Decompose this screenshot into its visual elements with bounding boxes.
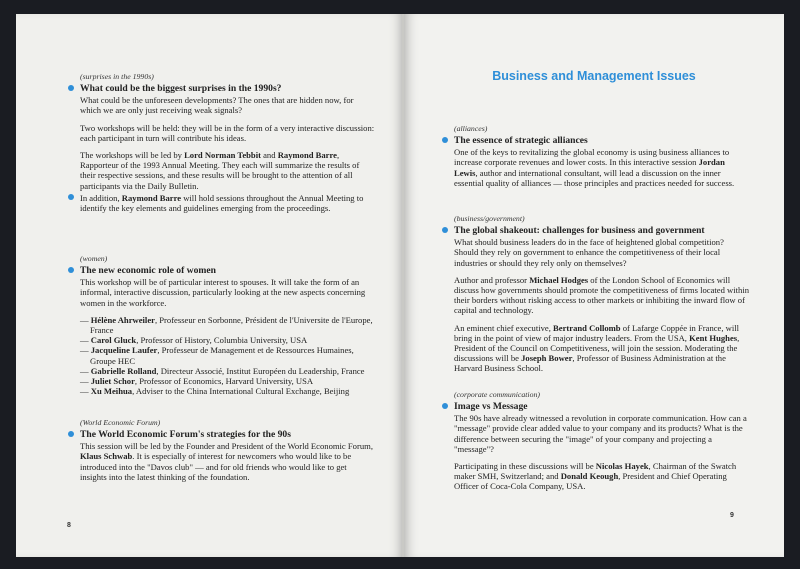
paragraph: This session will be led by the Founder and President of the World Economic Forum, Klaus Schwab. It is especially of interest for newcomers who would like to be introduced into the "Davos club" — and for old friends who would like to get insights into the latest thinking of the foundation.: [80, 441, 373, 482]
section-tag: (alliances): [454, 124, 488, 133]
person-name: Donald Keough: [560, 471, 619, 482]
bullet-icon: [68, 267, 74, 273]
list-item: — Jacqueline Laufer, Professeur de Management et de Ressources Humaines, Groupe HEC: [80, 345, 354, 366]
list-item: — Carol Gluck, Professor of History, Columbia University, USA: [80, 335, 308, 346]
speaker-list: [80, 315, 374, 397]
person-name: Raymond Barre: [121, 193, 182, 203]
paragraph: An eminent chief executive, Bertrand Collomb of Lafarge Coppée in France, will bring in the point of view of major industry leaders. From the USA, Kent Hughes, President of the Council on Competitiveness, will join the session. Moderating the discussions will be Joseph Bower, Professor of Business Administration at the Harvard Business School.: [454, 322, 740, 374]
person-name: Bertrand Collomb: [553, 322, 621, 333]
page-number: 8: [67, 522, 71, 529]
paragraph: Two workshops will be held: they will be in the form of a very interactive discussion: each participant in turn will contribute his ideas.: [80, 122, 375, 143]
list-item: — Xu Meihua, Adviser to the China International Cultural Exchange, Beijing: [80, 386, 350, 397]
section-heading: Image vs Message: [454, 401, 750, 412]
bullet-icon: [442, 137, 448, 143]
person-name: Nicolas Hayek: [595, 461, 649, 472]
person-name: Lord Norman Tebbit: [184, 150, 261, 161]
page-title: Business and Management Issues: [492, 69, 696, 83]
section-tag: (business/government): [454, 214, 525, 223]
bullet-icon: [442, 227, 448, 233]
list-item: — Gabrielle Rolland, Directeur Associé, Institut Européen du Leadership, France: [80, 365, 365, 376]
surprises-section: [80, 72, 376, 191]
paragraph: What could be the unforeseen developments? The ones that are hidden now, for which we are only just receiving weak signals?: [80, 95, 354, 116]
list-item: — Juliet Schor, Professor of Economics, Harvard University, USA: [80, 376, 314, 387]
bullet-icon: [68, 85, 74, 91]
paragraph: The workshops will be led by Lord Norman Tebbit and Raymond Barre, Rapporteur of the 1993 Annual Meeting. They each will summarize the results of their respective sessions, and these results will be brought to the attention of all participants via the Daily Bulletin.: [80, 150, 360, 191]
wef-section: [80, 418, 374, 482]
paragraph: This workshop will be of particular interest to spouses. It will take the form of an informal, interactive discussion, particularly looking at the new aspects concerning women in the workforce.: [80, 277, 366, 308]
section-heading: The World Economic Forum's strategies for the 90s: [80, 429, 374, 440]
paragraph: Author and professor Michael Hodges of the London School of Economics will discuss how governments should promote the competitiveness of firms located within their borders without risking access to other markets or inhibiting the inward flow of capital and technology.: [454, 274, 750, 316]
bullet-icon: [68, 431, 74, 437]
person-name: Raymond Barre: [277, 150, 337, 161]
section-heading: The new economic role of women: [80, 265, 374, 276]
image-section: [454, 390, 750, 492]
barre-note: In addition, Raymond Barre will hold sessions throughout the Annual Meeting to identify the key elements and guidelines emerging from the proceedings.: [80, 193, 364, 213]
paragraph: The 90s have already witnessed a revolution in corporate communication. How can a "message" provide clear added value to your company and its products? What is the difference between securing the "image" of your company and projecting a "message"?: [454, 413, 747, 454]
person-name: Kent Hughes: [689, 332, 738, 343]
person-name: Klaus Schwab: [80, 451, 133, 462]
section-tag: (World Economic Forum): [80, 418, 161, 427]
page-number: 9: [730, 512, 734, 519]
left-page: [16, 14, 404, 557]
section-heading: What could be the biggest surprises in the 1990s?: [80, 83, 376, 94]
section-tag: (corporate communication): [454, 390, 540, 399]
bullet-icon: [68, 194, 74, 200]
paragraph: One of the keys to revitalizing the global economy is using business alliances to increase corporate revenues and lower costs. In this interactive session Jordan Lewis, author and international consultant, will lead a discussion on the inner essential quality of alliances — those principles and practices needed for success.: [454, 147, 735, 188]
women-section: [80, 254, 374, 396]
section-heading: The essence of strategic alliances: [454, 135, 750, 146]
right-page: [404, 14, 784, 557]
person-name: Michael Hodges: [529, 274, 589, 285]
paragraph: Participating in these discussions will be Nicolas Hayek, Chairman of the Swatch maker SMH, Switzerland; and Donald Keough, President and Chief Operating Officer of Coca-Cola Company, USA.: [454, 461, 737, 492]
list-item: — Hélène Ahrweiler, Professeur en Sorbonne, Président de l'Universite de l'Europe, France: [80, 314, 373, 336]
section-tag: (surprises in the 1990s): [80, 72, 154, 81]
shakeout-section: [454, 214, 750, 374]
alliances-section: [454, 124, 750, 188]
person-name: Jordan Lewis: [454, 157, 725, 178]
bullet-icon: [442, 403, 448, 409]
paragraph: What should business leaders do in the face of heightened global competition? Should they rely on government to enhance the competitiveness of their local industries or should they rely only on themselves?: [454, 237, 724, 268]
section-tag: (women): [80, 254, 108, 263]
person-name: Joseph Bower: [521, 353, 573, 364]
section-heading: The global shakeout: challenges for business and government: [454, 225, 750, 236]
